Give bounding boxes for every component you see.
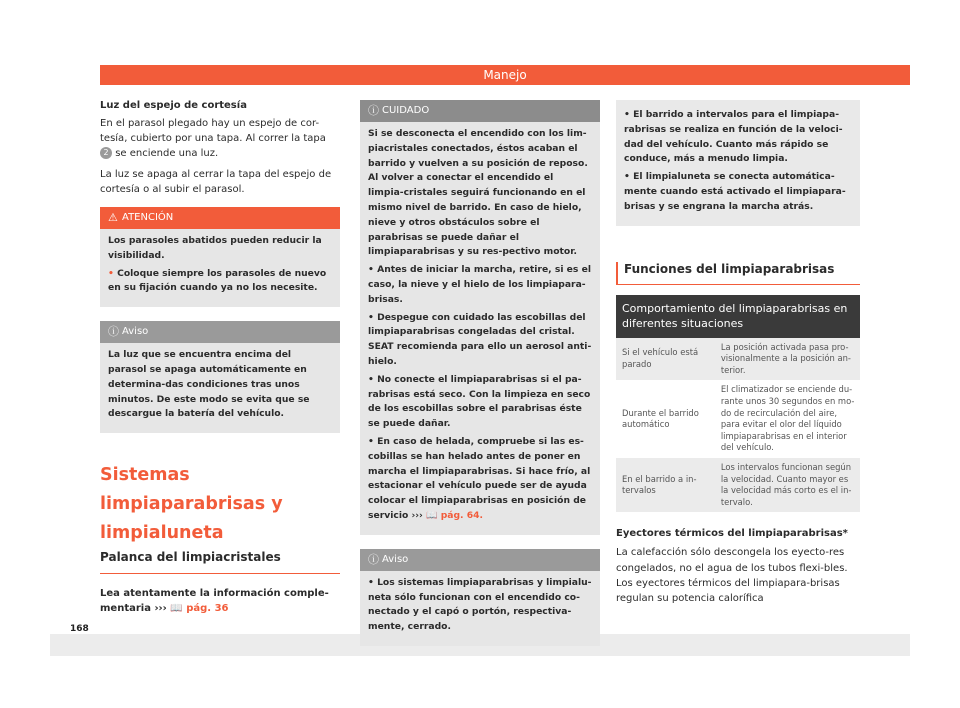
book-icon: 📖	[170, 603, 183, 615]
table-row	[616, 338, 860, 381]
cuidado-header	[360, 100, 600, 122]
cuidado-title: CUIDADO	[382, 105, 430, 116]
cuidado-text: Si se desconecta el encendido con los lim-piacristales conectados, éstos acaban el barrido y vuelven a su posición de reposo. Al volver a conectar el encendido el limpia-cristales seguirá funcionando en el mismo nivel de barrido. En caso de hielo, nieve y otros obstáculos sobre el parabrisas se puede dañar el limpiaparabrisas y su res-pectivo motor.	[368, 128, 588, 258]
cuidado-box	[360, 100, 600, 535]
table-header: Comportamiento del limpiaparabrisas en diferentes situaciones	[616, 295, 860, 338]
book-icon: 📖	[426, 509, 438, 521]
info-box	[616, 100, 860, 226]
para1-text: En el parasol plegado hay un espejo de cor-tesía, cubierto por una tapa. Al correr la tapa	[100, 118, 326, 145]
aviso-box	[100, 321, 340, 433]
atencion-body	[100, 229, 340, 307]
wiper-behavior-table	[616, 295, 860, 513]
section-title: Funciones del limpiaparabrisas	[616, 262, 860, 285]
info-icon: ⓘ	[108, 325, 119, 339]
column-1	[100, 98, 340, 622]
atencion-text: Los parasoles abatidos pueden reducir la visibilidad.	[108, 235, 322, 261]
mirror-light-paragraph-2: La luz se apaga al cerrar la tapa del espejo de cortesía o al subir el parasol.	[100, 168, 332, 195]
aviso-text: La luz que se encuentra encima del parasol se apaga automáticamente en determina-das condiciones tras unos minutos. De este modo se evita que se descargue la batería del vehículo.	[108, 349, 310, 420]
table-cell-situation: Si el vehículo está parado	[622, 347, 699, 369]
table-cell-behavior: La posición activada pasa pro-visionalmente a la posición an-terior.	[720, 341, 851, 375]
page-sheet	[50, 50, 910, 656]
column-3	[616, 98, 860, 611]
table-cell-situation: En el barrido a in-tervalos	[622, 473, 697, 496]
aviso-body	[100, 343, 340, 433]
atencion-bullet: • Coloque siempre los parasoles de nuevo en su fijación cuando ya no los necesite.	[108, 267, 327, 294]
atencion-header	[100, 207, 340, 229]
mirror-light-heading: Luz del espejo de cortesía	[100, 100, 247, 111]
section-subtitle: Palanca del limpiacristales	[100, 550, 340, 574]
table-cell-behavior: El climatizador se enciende du-rante unos 30 segundos en mo-do de recirculación del aire, para evitar el olor del líquido limpiaparabrisas en el interior del vehículo.	[720, 384, 855, 453]
cuidado-bullet-1: • Antes de iniciar la marcha, retire, si es el caso, la nieve y el hielo de los limpiapara-brisas.	[368, 264, 591, 305]
aviso-title-2: Aviso	[382, 553, 409, 565]
page-header: Manejo	[100, 65, 910, 85]
ejector-heading: Eyectores térmicos del limpiaparabrisas*	[616, 528, 848, 540]
mirror-light-paragraph	[100, 116, 340, 162]
reference-paragraph: Lea atentamente la información comple-mentaria ››› 📖 pág. 36	[100, 588, 329, 615]
cuidado-bullet-3: • No conecte el limpiaparabrisas si el pa-rabrisas está seco. Con la limpieza en seco de los escobillas sobre el parabrisas éste se puede dañar.	[368, 373, 591, 430]
atencion-title: ATENCIÓN	[122, 212, 174, 224]
column-2	[360, 98, 600, 646]
atencion-box	[100, 207, 340, 307]
info-bullet-2: • El limpialuneta se conecta automática-mente cuando está activado el limpiapara-brisas y se engrana la marcha atrás.	[624, 171, 846, 212]
info-icon: ⓘ	[368, 552, 379, 566]
aviso-bullet: • Los sistemas limpiaparabrisas y limpialu-neta sólo funcionan con el encendido co-nectado y el capó o portón, respectiva-mente, cerrado.	[368, 576, 592, 633]
table-row	[616, 458, 860, 512]
manual-page	[50, 50, 910, 634]
page-link[interactable]: pág. 64.	[440, 509, 484, 521]
cuidado-bullet-2: • Despegue con cuidado las escobillas del limpiaparabrisas congeladas del cristal. SEAT recomienda para ello un aerosol anti-hielo.	[368, 311, 592, 367]
cuidado-body	[360, 122, 600, 535]
page-link[interactable]: pág. 36	[186, 603, 229, 615]
aviso-body-2	[360, 571, 600, 646]
aviso-header-2	[360, 549, 600, 571]
aviso-title: Aviso	[122, 326, 149, 338]
warning-triangle-icon: ⚠	[108, 211, 118, 225]
page-number: 168	[70, 624, 89, 634]
aviso-header	[100, 321, 340, 343]
info-icon: ⓘ	[368, 104, 379, 117]
table-cell-situation: Durante el barrido automático	[622, 407, 699, 430]
table-row	[616, 380, 860, 458]
section-big-title: Sistemas limpiaparabrisas y limpialuneta	[100, 465, 283, 544]
table-cell-behavior: Los intervalos funcionan según la velocidad. Cuanto mayor es la velocidad más corto es el in-tervalo.	[720, 461, 852, 507]
para1-end: se enciende una luz.	[115, 148, 219, 160]
callout-number: 2	[100, 147, 112, 159]
cuidado-bullet-4: • En caso de helada, compruebe si las es-cobillas se han helado antes de poner en marcha el limpiaparabrisas. Si hace frío, al estacionar el vehículo puede ser de ayuda colocar el limpiaparabrisas en posición de servicio ››› 📖 pág. 64.	[368, 435, 591, 521]
info-box-body	[616, 100, 860, 226]
aviso-box-2	[360, 549, 600, 646]
ejector-paragraph: La calefacción sólo descongela los eyecto-res congelados, no el agua de los tubos flexi-bles. Los eyectores térmicos del limpiapara-brisas regulan su potencia calorífica	[616, 547, 848, 604]
info-bullet-1: • El barrido a intervalos para el limpiapa-rabrisas se realiza en función de la veloci-dad del vehículo. Cuanto más rápido se conduce, más a menudo limpia.	[624, 109, 843, 165]
